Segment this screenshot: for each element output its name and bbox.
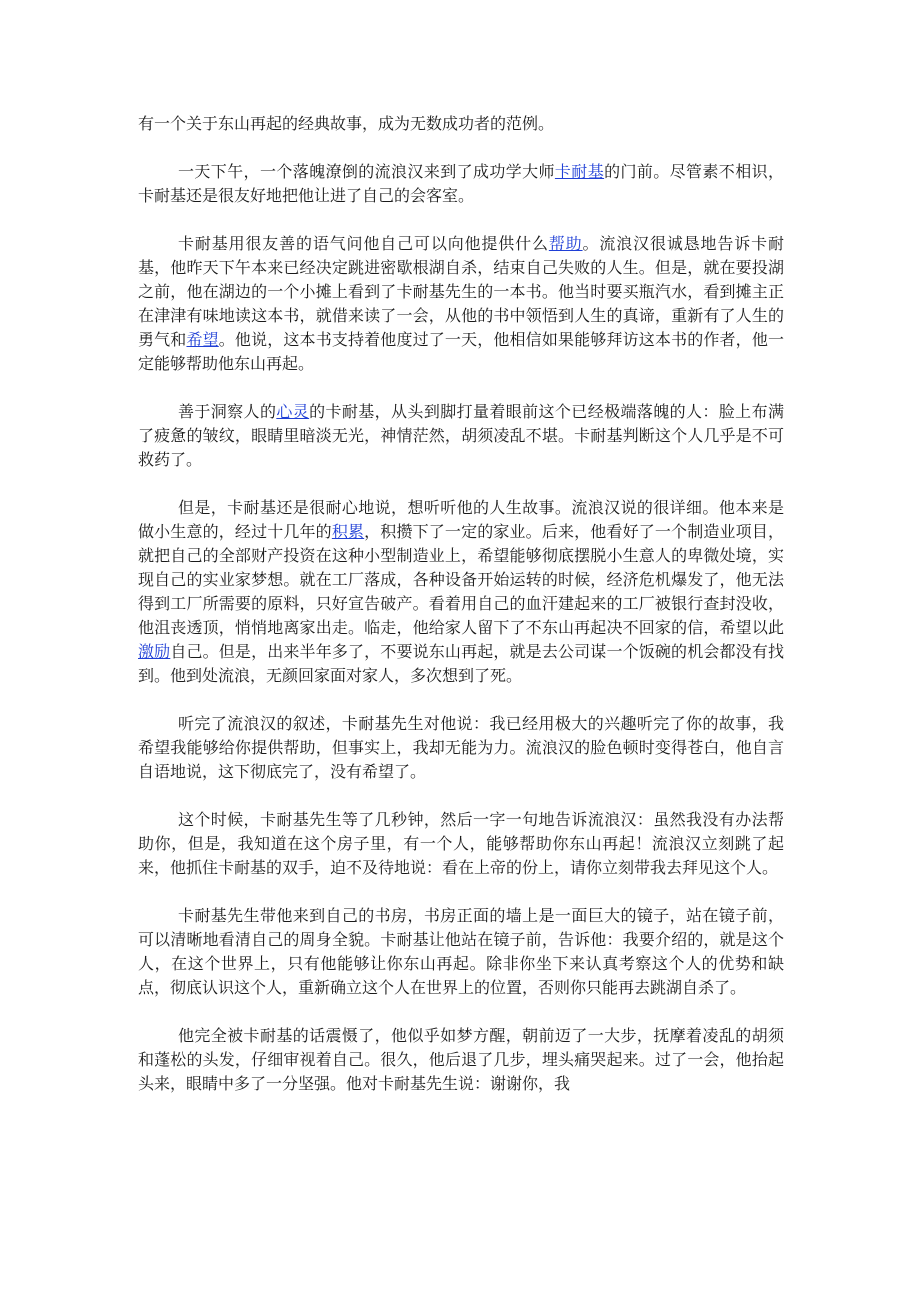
text-span: 听完了流浪汉的叙述，卡耐基先生对他说：我已经用极大的兴趣听完了你的故事，我希望我能够给你提供帮助，但事实上，我却无能为力。流浪汉的脸色顿时变得苍白，他自言自语地说，这下彻底完了，没有希望了。 — [138, 714, 784, 781]
text-span: 。他说，这本书支持着他度过了一天，他相信如果能够拜访这本书的作者，他一定能够帮助他东山再起。 — [138, 330, 784, 373]
paragraph — [138, 1024, 784, 1096]
link-soul[interactable]: 心灵 — [276, 402, 310, 421]
paragraph — [138, 808, 784, 880]
paragraph — [138, 160, 784, 208]
text-span: 卡耐基先生带他来到自己的书房，书房正面的墙上是一面巨大的镜子，站在镜子前，可以清晰地看清自己的周身全貌。卡耐基让他站在镜子前，告诉他：我要介绍的，就是这个人，在这个世界上，只有他能够让你东山再起。除非你坐下来认真考察这个人的优势和缺点，彻底认识这个人，重新确立这个人在世界上的位置，否则你只能再去跳湖自杀了。 — [138, 906, 784, 997]
paragraph — [138, 712, 784, 784]
text-span: 一天下午，一个落魄潦倒的流浪汉来到了成功学大师 — [178, 162, 555, 181]
text-span: 的卡耐基，从头到脚打量着眼前这个已经极端落魄的人：脸上布满了疲惫的皱纹，眼睛里暗淡无光，神情茫然，胡须凌乱不堪。卡耐基判断这个人几乎是不可救药了。 — [138, 402, 784, 469]
text-span: 。流浪汉很诚恳地告诉卡耐基，他昨天下午本来已经决定跳进密歇根湖自杀，结束自己失败的人生。但是，就在要投湖之前，他在湖边的一个小摊上看到了卡耐基先生的一本书。他当时要买瓶汽水，看到摊主正在津津有味地读这本书，就借来读了一会，从他的书中领悟到人生的真谛，重新有了人生的勇气和 — [138, 234, 784, 349]
link-motivation[interactable]: 激励 — [138, 642, 171, 661]
text-span: 他完全被卡耐基的话震慑了，他似乎如梦方醒，朝前迈了一大步，抚摩着凌乱的胡须和蓬松的头发，仔细审视着自己。很久，他后退了几步，埋头痛哭起来。过了一会，他抬起头来，眼睛中多了一分坚强。他对卡耐基先生说：谢谢你，我 — [138, 1026, 784, 1093]
text-span: 自己。但是，出来半年多了，不要说东山再起，就是去公司谋一个饭碗的机会都没有找到。他到处流浪，无颜回家面对家人，多次想到了死。 — [138, 642, 784, 685]
paragraph — [138, 400, 784, 472]
paragraph — [138, 496, 784, 688]
link-help[interactable]: 帮助 — [548, 234, 583, 253]
paragraph-intro — [138, 112, 784, 136]
document-body — [138, 112, 784, 1120]
paragraph — [138, 904, 784, 1000]
paragraph — [138, 232, 784, 376]
text-span: 但是，卡耐基还是很耐心地说，想听听他的人生故事。流浪汉说的很详细。他本来是做小生意的，经过十几年的 — [138, 498, 784, 541]
text-span: 的门前。尽管素不相识，卡耐基还是很友好地把他让进了自己的会客室。 — [138, 162, 784, 205]
link-hope[interactable]: 希望 — [186, 330, 219, 349]
text-span: 善于洞察人的 — [178, 402, 277, 421]
text-span: ，积攒下了一定的家业。后来，他看好了一个制造业项目，就把自己的全部财产投资在这种小型制造业上，希望能够彻底摆脱小生意人的卑微处境，实现自己的实业家梦想。就在工厂落成，各种设备开始运转的时候，经济危机爆发了，他无法得到工厂所需要的原料，只好宣告破产。看着用自己的血汗建起来的工厂被银行查封没收，他沮丧透顶，悄悄地离家出走。临走，他给家人留下了不东山再起决不回家的信，希望以此 — [138, 522, 784, 637]
link-accumulation[interactable]: 积累 — [331, 522, 365, 541]
text-span: 有一个关于东山再起的经典故事，成为无数成功者的范例。 — [138, 114, 555, 133]
text-span: 卡耐基用很友善的语气问他自己可以向他提供什么 — [178, 234, 549, 253]
link-carnegie[interactable]: 卡耐基 — [554, 162, 605, 181]
text-span: 这个时候，卡耐基先生等了几秒钟，然后一字一句地告诉流浪汉：虽然我没有办法帮助你，但是，我知道在这个房子里，有一个人，能够帮助你东山再起！流浪汉立刻跳了起来，他抓住卡耐基的双手，迫不及待地说：看在上帝的份上，请你立刻带我去拜见这个人。 — [138, 810, 784, 877]
